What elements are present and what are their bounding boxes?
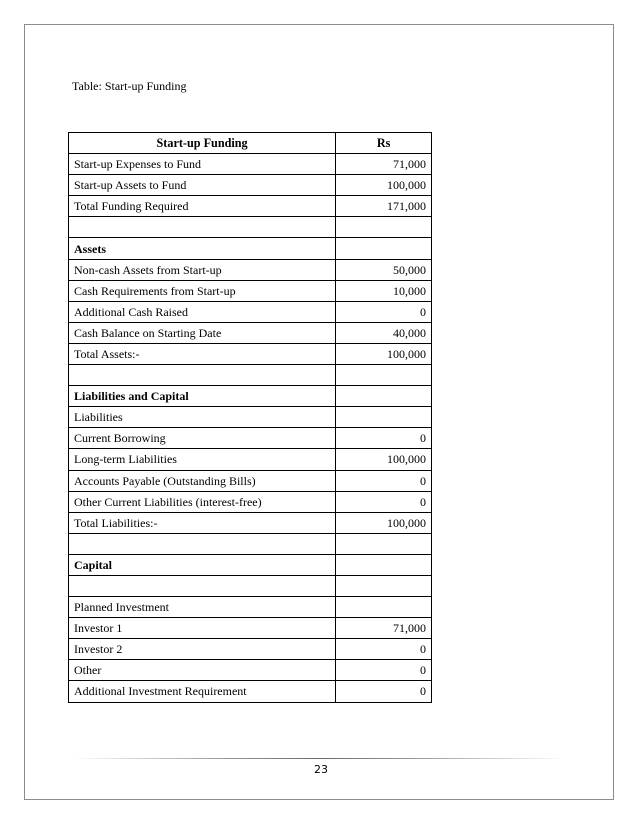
page-number: 23 <box>314 763 328 776</box>
row-value-cell <box>336 407 432 428</box>
row-label-cell: Cash Requirements from Start-up <box>69 280 336 301</box>
row-label-cell: Total Funding Required <box>69 196 336 217</box>
header-startup-funding: Start-up Funding <box>69 133 336 154</box>
row-label-cell: Current Borrowing <box>69 428 336 449</box>
row-label-cell: Total Liabilities:- <box>69 512 336 533</box>
row-label-cell <box>69 217 336 238</box>
table-row <box>69 322 432 343</box>
row-value-cell <box>336 575 432 596</box>
table-row <box>69 386 432 407</box>
row-value-cell: 0 <box>336 301 432 322</box>
row-value-cell: 171,000 <box>336 196 432 217</box>
footer-divider <box>72 758 566 759</box>
row-value-cell: 71,000 <box>336 618 432 639</box>
row-label-cell <box>69 365 336 386</box>
row-label-cell: Other Current Liabilities (interest-free) <box>69 491 336 512</box>
table-header-row <box>69 133 432 154</box>
row-value-cell: 0 <box>336 681 432 702</box>
row-value-cell: 0 <box>336 639 432 660</box>
row-value-cell <box>336 365 432 386</box>
row-label-cell: Liabilities <box>69 407 336 428</box>
table-row <box>69 491 432 512</box>
row-value-cell: 0 <box>336 491 432 512</box>
table-row <box>69 512 432 533</box>
section-heading-cell: Liabilities and Capital <box>69 386 336 407</box>
section-heading-cell: Capital <box>69 554 336 575</box>
row-value-cell: 100,000 <box>336 343 432 364</box>
row-value-cell: 0 <box>336 470 432 491</box>
row-value-cell <box>336 386 432 407</box>
row-value-cell: 0 <box>336 660 432 681</box>
table-row <box>69 365 432 386</box>
row-value-cell: 50,000 <box>336 259 432 280</box>
table-row <box>69 301 432 322</box>
table-caption: Table: Start-up Funding <box>72 79 187 93</box>
table-row <box>69 343 432 364</box>
table-row <box>69 660 432 681</box>
row-label-cell: Planned Investment <box>69 597 336 618</box>
row-label-cell: Long-term Liabilities <box>69 449 336 470</box>
row-label-cell: Investor 2 <box>69 639 336 660</box>
row-label-cell: Accounts Payable (Outstanding Bills) <box>69 470 336 491</box>
table-row <box>69 196 432 217</box>
row-label-cell: Additional Cash Raised <box>69 301 336 322</box>
table-row <box>69 575 432 596</box>
row-label-cell: Additional Investment Requirement <box>69 681 336 702</box>
startup-funding-table <box>68 132 432 703</box>
row-value-cell <box>336 597 432 618</box>
row-value-cell: 100,000 <box>336 512 432 533</box>
table-row <box>69 470 432 491</box>
table-row <box>69 217 432 238</box>
row-label-cell: Start-up Expenses to Fund <box>69 154 336 175</box>
row-value-cell: 0 <box>336 428 432 449</box>
table-body <box>69 154 432 702</box>
table-row <box>69 597 432 618</box>
row-value-cell: 100,000 <box>336 175 432 196</box>
table-row <box>69 428 432 449</box>
table-row <box>69 238 432 259</box>
row-value-cell <box>336 238 432 259</box>
table-row <box>69 154 432 175</box>
table-row <box>69 554 432 575</box>
row-label-cell <box>69 575 336 596</box>
row-value-cell <box>336 554 432 575</box>
row-label-cell <box>69 533 336 554</box>
row-label-cell: Other <box>69 660 336 681</box>
table-row <box>69 618 432 639</box>
table-row <box>69 280 432 301</box>
row-label-cell: Total Assets:- <box>69 343 336 364</box>
table-row <box>69 407 432 428</box>
table-row <box>69 259 432 280</box>
row-value-cell: 10,000 <box>336 280 432 301</box>
row-value-cell: 71,000 <box>336 154 432 175</box>
row-label-cell: Non-cash Assets from Start-up <box>69 259 336 280</box>
table-row <box>69 639 432 660</box>
row-value-cell <box>336 217 432 238</box>
row-value-cell: 40,000 <box>336 322 432 343</box>
table-row <box>69 449 432 470</box>
table-row <box>69 533 432 554</box>
table-row <box>69 681 432 702</box>
header-rs: Rs <box>336 133 432 154</box>
row-value-cell <box>336 533 432 554</box>
table-row <box>69 175 432 196</box>
row-label-cell: Start-up Assets to Fund <box>69 175 336 196</box>
row-label-cell: Investor 1 <box>69 618 336 639</box>
row-label-cell: Cash Balance on Starting Date <box>69 322 336 343</box>
section-heading-cell: Assets <box>69 238 336 259</box>
row-value-cell: 100,000 <box>336 449 432 470</box>
